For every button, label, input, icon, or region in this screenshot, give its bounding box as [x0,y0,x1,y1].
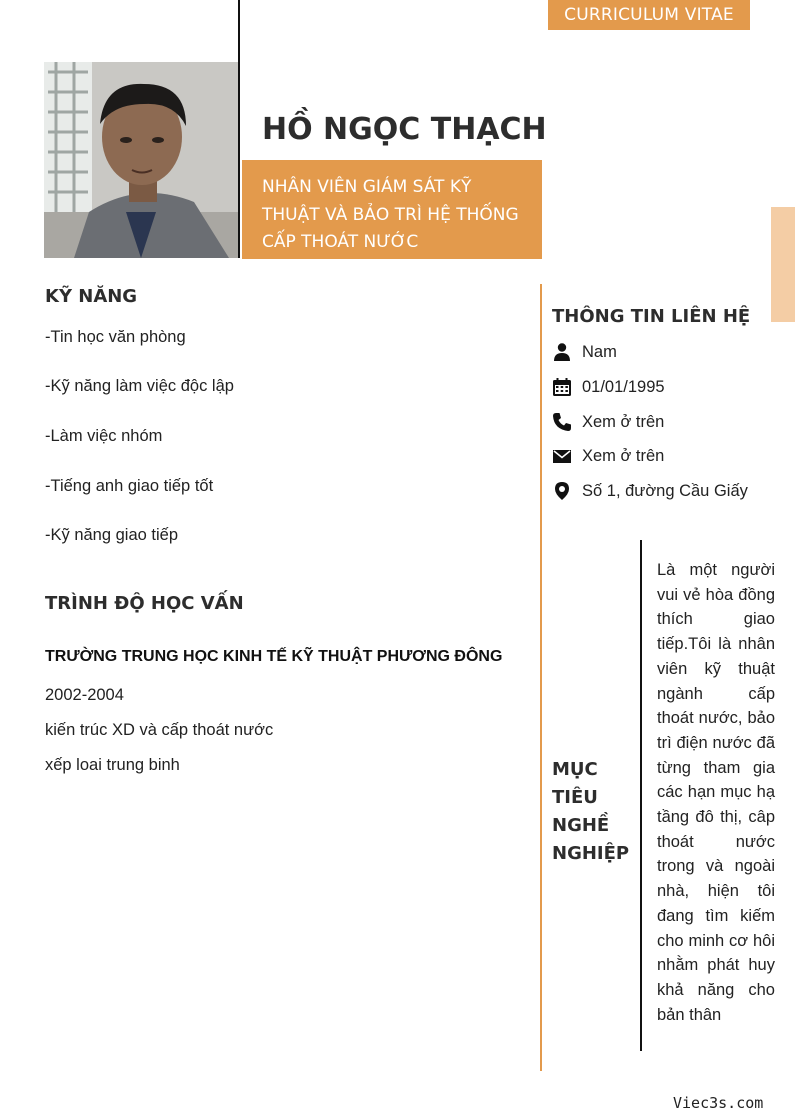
candidate-name: HỒ NGỌC THẠCH [262,112,547,147]
contact-phone [552,410,664,434]
contact-gender [552,340,617,364]
education-major: kiến trúc XD và cấp thoát nước [45,721,274,739]
cv-label-badge: CURRICULUM VITAE [548,0,750,30]
side-accent-tab [771,207,795,322]
education-grade: xếp loai trung binh [45,756,180,774]
skills-heading: KỸ NĂNG [45,286,138,307]
contact-birthday [552,375,665,399]
job-title-box [242,160,542,259]
column-divider [540,284,542,1071]
career-goal-heading: MỤC TIÊU NGHỀ NGHIỆP [552,759,630,864]
email-icon [552,446,572,466]
education-school: TRƯỜNG TRUNG HỌC KINH TẾ KỸ THUẬT PHƯƠNG ĐÔNG [45,648,503,665]
profile-photo [44,62,238,258]
skill-item: -Kỹ năng giao tiếp [45,526,179,544]
contact-email [552,444,664,468]
phone-icon [552,412,572,432]
location-icon [552,481,572,501]
skill-item: -Kỹ năng làm việc độc lập [45,377,234,395]
calendar-icon [552,377,572,397]
skill-item: -Làm việc nhóm [45,427,163,445]
education-heading: TRÌNH ĐỘ HỌC VẤN [45,593,244,614]
career-goal-text: Là một người vui vẻ hòa đồng thích giao tiếp.Tôi là nhân viên kỹ thuật ngành cấp thoát nước, bảo trì điện nước đã từng tham gia các hạn mục hạ tầng đô thị, câp thoát nước trong và ngoài nhà, hiện tôi đang tìm kiếm cho minh cơ hôi nhằm phát huy khả năng cho bản thân [657,561,775,1024]
person-icon [552,342,572,362]
footer-brand: Viec3s.com [673,1094,764,1112]
contact-address-value: Số 1, đường Cầu Giấy [582,481,748,500]
job-title: NHÂN VIÊN GIÁM SÁT KỸ THUẬT VÀ BẢO TRÌ HỆ THỐNG CẤP THOÁT NƯỚC [262,177,519,252]
contact-birthday-value: 01/01/1995 [582,377,665,396]
career-goal-divider [640,540,642,1051]
contact-phone-value: Xem ở trên [582,412,665,431]
skill-item: -Tin học văn phòng [45,328,186,346]
header-divider [238,0,240,258]
education-period: 2002-2004 [45,686,124,704]
contact-gender-value: Nam [582,342,617,361]
contact-address [552,479,748,503]
skill-item: -Tiếng anh giao tiếp tốt [45,477,214,495]
contact-email-value: Xem ở trên [582,446,665,465]
contact-heading: THÔNG TIN LIÊN HỆ [552,306,751,327]
